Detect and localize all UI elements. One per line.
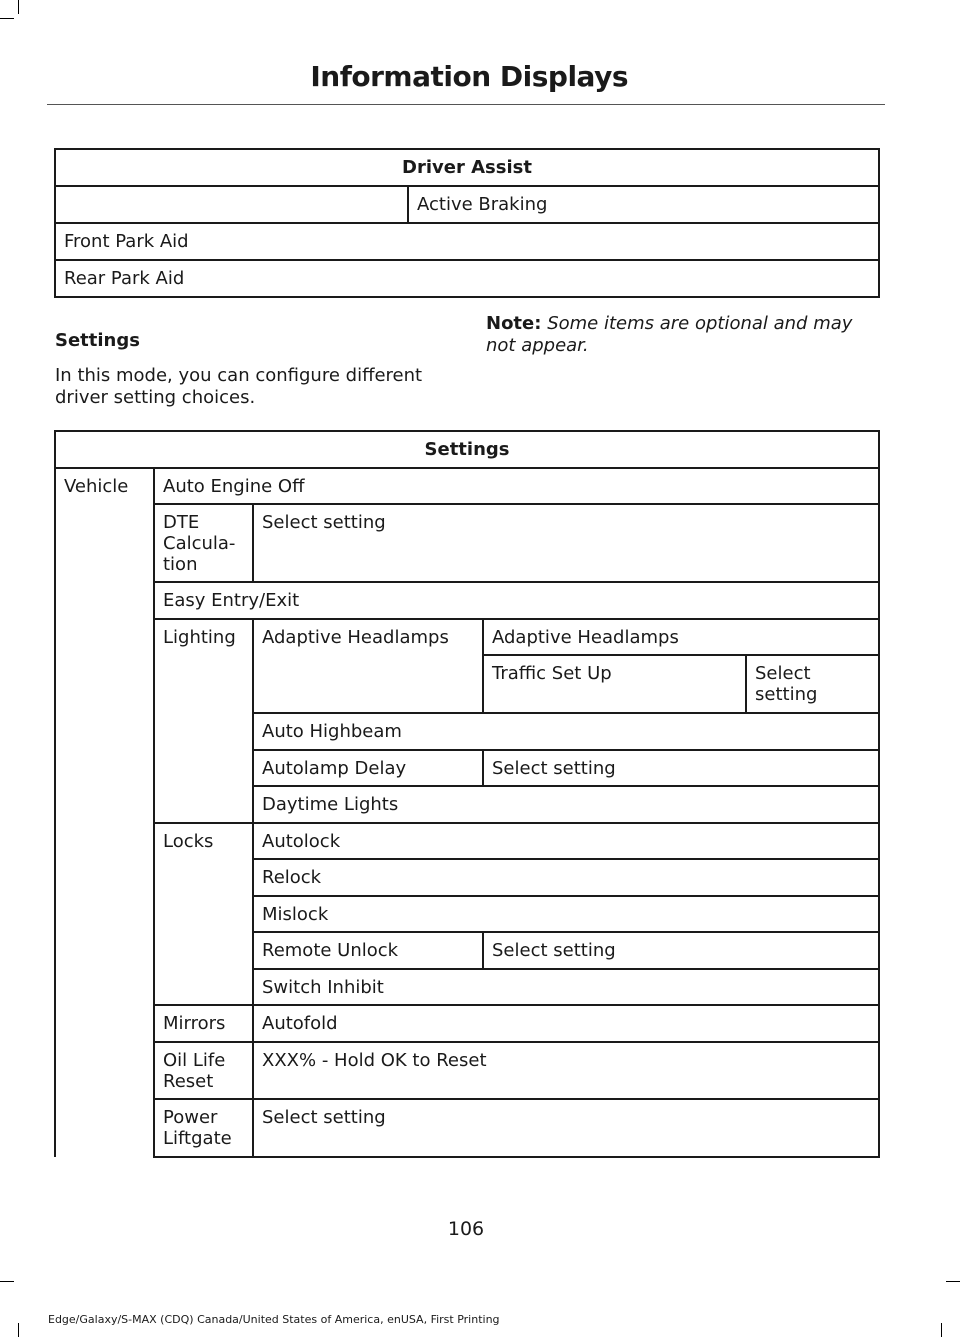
crop-mark-top-left-v	[18, 0, 19, 14]
locks-cell: Locks	[154, 823, 253, 1005]
mirrors-cell: Mirrors	[154, 1005, 253, 1042]
settings-table-title: Settings	[55, 431, 879, 468]
adaptive-headlamps-cell: Adaptive Headlamps	[253, 619, 483, 713]
page-number: 106	[447, 1218, 485, 1240]
vehicle-cell: Vehicle	[55, 468, 154, 1157]
autolock-cell: Autolock	[253, 823, 879, 859]
auto-highbeam-cell: Auto Highbeam	[253, 713, 879, 750]
settings-note	[486, 313, 876, 357]
crop-mark-bottom-left-v	[18, 1323, 19, 1337]
auto-engine-off-cell: Auto Engine Off	[154, 468, 879, 504]
settings-table	[54, 430, 880, 1158]
traffic-set-up-cell: Traffic Set Up	[483, 655, 746, 713]
driver-assist-title: Driver Assist	[55, 149, 879, 186]
daytime-lights-cell: Daytime Lights	[253, 786, 879, 823]
autolamp-delay-cell: Autolamp Delay	[253, 750, 483, 786]
crop-mark-bottom-right-h	[946, 1281, 960, 1282]
table-row	[55, 260, 879, 297]
crop-mark-bottom-left-h	[0, 1281, 14, 1282]
switch-inhibit-cell: Switch Inhibit	[253, 969, 879, 1005]
remote-unlock-cell: Remote Unlock	[253, 932, 483, 969]
header-rule	[47, 104, 885, 105]
liftgate-value-cell: Select setting	[253, 1099, 879, 1157]
dte-value-cell: Select setting	[253, 504, 879, 582]
table-row	[55, 186, 879, 223]
table-row	[55, 1005, 879, 1042]
easy-entry-cell: Easy Entry/Exit	[154, 582, 879, 619]
table-row	[55, 223, 879, 260]
table-row	[55, 582, 879, 619]
table-row	[55, 1099, 879, 1157]
lighting-cell: Lighting	[154, 619, 253, 823]
oil-life-reset-cell: Oil Life Reset	[154, 1042, 253, 1099]
crop-mark-bottom-right-v	[941, 1323, 942, 1337]
page-title: Information Displays	[310, 60, 628, 93]
autolamp-value-cell: Select setting	[483, 750, 879, 786]
note-label: Note:	[486, 313, 542, 334]
crop-mark-top-left-h	[0, 18, 14, 19]
oil-value-cell: XXX% - Hold OK to Reset	[253, 1042, 879, 1099]
rear-park-aid-cell: Rear Park Aid	[55, 260, 879, 297]
traffic-value-cell: Select setting	[746, 655, 879, 713]
footer-text: Edge/Galaxy/S-MAX (CDQ) Canada/United States of America, enUSA, First Printing	[48, 1313, 500, 1326]
note-text: Some items are optional and may not appear.	[486, 313, 853, 356]
driver-assist-table	[54, 148, 880, 298]
relock-cell: Relock	[253, 859, 879, 896]
empty-cell	[55, 186, 408, 223]
remote-value-cell: Select setting	[483, 932, 879, 969]
settings-heading: Settings	[55, 330, 140, 351]
settings-description: In this mode, you can configure different driver setting choices.	[55, 365, 423, 408]
front-park-aid-cell: Front Park Aid	[55, 223, 879, 260]
autofold-cell: Autofold	[253, 1005, 879, 1042]
table-row	[55, 468, 879, 504]
mislock-cell: Mislock	[253, 896, 879, 932]
active-braking-cell: Active Braking	[408, 186, 879, 223]
table-row	[55, 1042, 879, 1099]
adaptive-headlamps-sub-cell: Adaptive Headlamps	[483, 619, 879, 655]
table-row	[55, 504, 879, 582]
power-liftgate-cell: Power Liftgate	[154, 1099, 253, 1157]
table-row	[55, 823, 879, 859]
table-row	[55, 619, 879, 655]
dte-calculation-cell: DTE Calcula- tion	[154, 504, 253, 582]
